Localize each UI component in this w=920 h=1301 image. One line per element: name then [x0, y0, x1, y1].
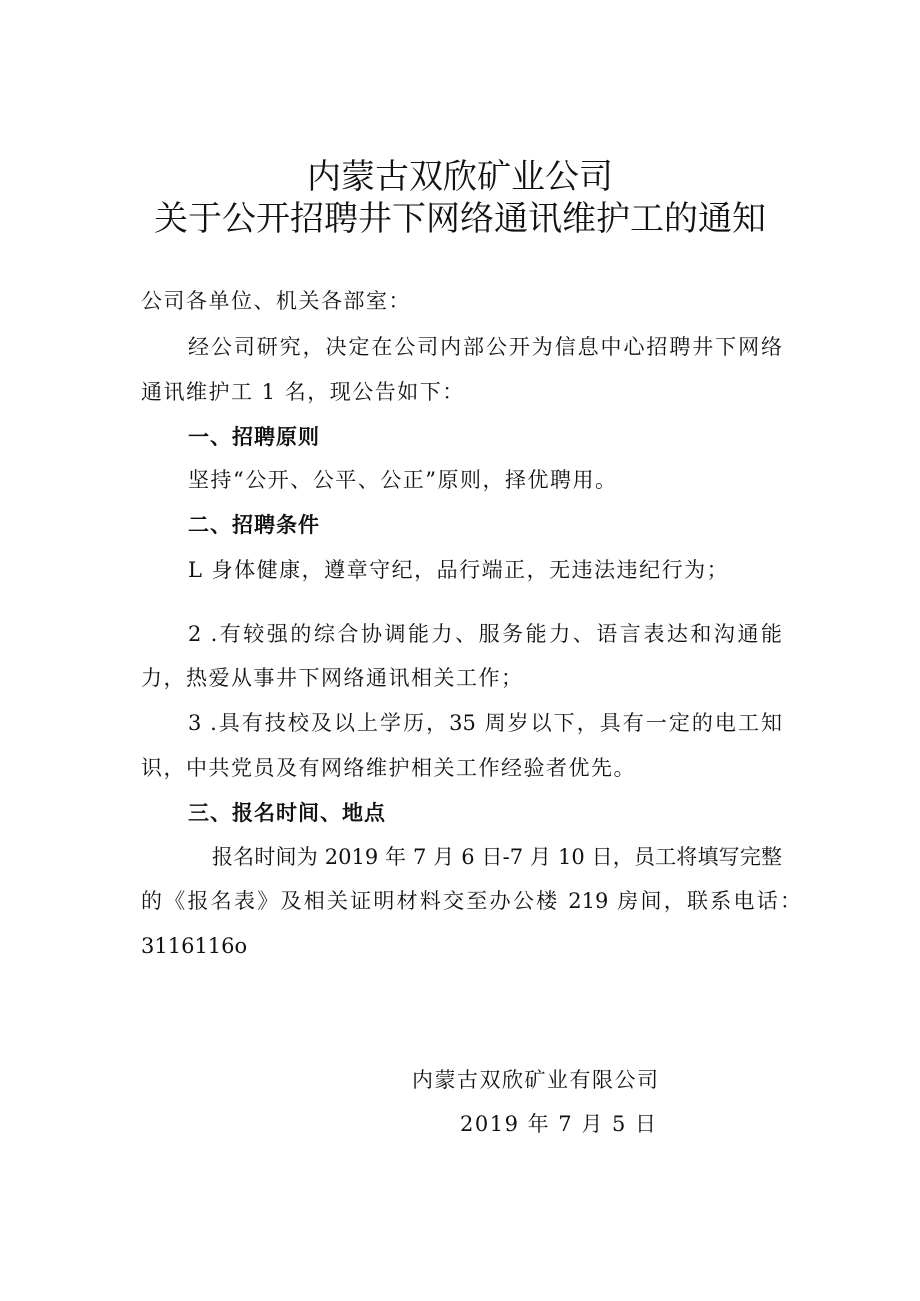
issue-date: 2019 年 7 月 5 日 [460, 1112, 658, 1136]
condition-3-line-2: 识，中共党员及有网络维护相关工作经验者优先。 [141, 756, 636, 780]
intro-line-2: 通讯维护工 1 名，现公告如下： [141, 380, 465, 404]
registration-phone: 3116116o [141, 934, 248, 958]
condition-2-line-2: 力，热爱从事井下网络通讯相关工作； [141, 666, 524, 690]
section-heading-principles: 一、招聘原则 [188, 425, 320, 449]
condition-1: L 身体健康，遵章守纪，品行端正，无违法违纪行为； [188, 558, 730, 582]
issuer-name: 内蒙古双欣矿业有限公司 [412, 1068, 660, 1092]
principles-text: 坚持“公开、公平、公正”原则，择优聘用。 [188, 468, 618, 492]
registration-line-1: 报名时间为 2019 年 7 月 6 日-7 月 10 日，员工将填写完整 [212, 845, 782, 869]
intro-line-1: 经公司研究，决定在公司内部公开为信息中心招聘井下网络 [188, 335, 782, 359]
title-line-2: 关于公开招聘井下网络通讯维护工的通知 [154, 199, 766, 239]
salutation: 公司各单位、机关各部室： [141, 289, 411, 313]
registration-line-2: 的《报名表》及相关证明材料交至办公楼 219 房间，联系电话： [141, 889, 801, 913]
condition-3-line-1: 3 .具有技校及以上学历，35 周岁以下，具有一定的电工知 [188, 711, 782, 735]
section-heading-conditions: 二、招聘条件 [188, 513, 320, 537]
title-line-1: 内蒙古双欣矿业公司 [307, 157, 613, 197]
section-heading-registration: 三、报名时间、地点 [188, 801, 386, 825]
condition-2-line-1: 2 .有较强的综合协调能力、服务能力、语言表达和沟通能 [188, 622, 782, 646]
